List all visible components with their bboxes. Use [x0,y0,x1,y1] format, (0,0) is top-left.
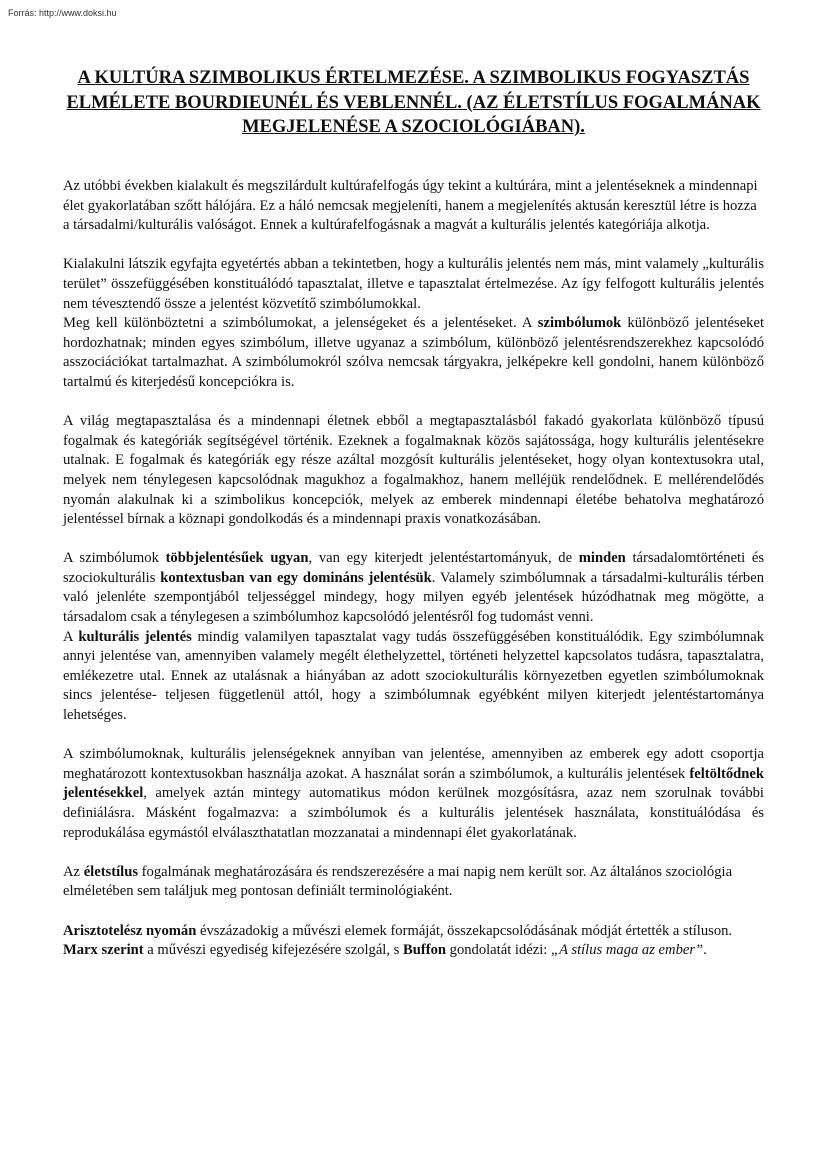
paragraph-4-bold-1: többjelentésűek ugyan [165,550,309,567]
paragraph-2-text-a: Kialakulni látszik egyfajta egyetértés abban a tekintetben, hogy a kulturális jelentés nem más, mint valamely „kulturális terület” összefüggésében konstituálódó tapasztalat, illetve e tapasztalat értelmezése. Az így felfogott kulturális jelentés nem tévesztendő össze a jelentést közvetítő szimbólumokkal. [63,256,764,312]
paragraph-7 [63,922,764,961]
paragraph-7-bold-1: Arisztotelész nyomán [63,922,197,939]
paragraph-4-text-4: . Valamely szimbólumnak a társadalmi-kulturális térben való jelenléte szempontjából teljességgel mindegy, hogy milyen egyéb jelentések húzódhatnak meg mögötte, a társadalom csak a ténylegesen a szimbólumhoz kapcsolódó jelentésről fog tudomást venni. [63,569,764,626]
paragraph-5-bold-1: feltöltődnek jelentésekkel [63,765,764,802]
paragraph-2-text-b2: különböző jelentéseket hordozhatnak; minden egyes szimbólum, illetve ugyanaz a szimbólum, különböző jelentésrendszerekhez kapcsolódó asszociációkat tartalmazhat. A szimbólumokról szólva nemcsak tárgyakra, jelképekre kell gondolni, hanem különböző tartalmú és kiterjedésű koncepciókra is. [63,315,765,390]
paragraph-5-text-1: A szimbólumoknak, kulturális jelenségeknek annyiban van jelentése, amennyiben az emberek egy adott csoportja meghatározott kontextusokban használja azokat. A használat során a szimbólumok, a kulturális jelentések [63,746,764,782]
paragraph-6-text-1: Az [63,863,81,880]
paragraph-4-bold-3: kontextusban van egy domináns jelentésük [160,569,432,586]
title-line-1: A KULTÚRA SZIMBOLIKUS ÉRTELMEZÉSE. A SZIMBOLIKUS FOGYASZTÁS [77,68,750,88]
paragraph-4-text-3: társadalomtörténeti és szociokulturális [63,550,764,586]
paragraph-7-bold-2: Marx szerint [63,942,144,959]
paragraph-6 [63,863,764,902]
paragraph-2-bold-szimbolumok: szimbólumok [537,315,622,332]
paragraph-2 [63,255,764,392]
paragraph-7-quote: „A stílus maga az ember” [550,942,704,959]
paragraph-5-text-2: , amelyek aztán mintegy automatikus módon kerülnek mozgósításra, azaz nem szorulnak további definiálásra. Másként fogalmazva: a szimbólumok és a kulturális jelentések használata, konstituálódása és reprodukálása egymástól elválaszthatatlan mozzanatai a mindennapi élet gyakorlatának. [63,785,764,841]
paragraph-7-text-2: a művészi egyediség kifejezésére szolgál, s [147,942,400,959]
document-title [62,66,765,140]
paragraph-4-text-5: A [63,628,73,645]
paragraph-5 [63,745,764,843]
paragraph-4-bold-2: minden [578,550,626,567]
paragraph-1: Az utóbbi években kialakult és megszilárdult kultúrafelfogás úgy tekint a kultúrára, mint a jelentéseknek a mindennapi élet gyakorlatában szőtt hálójára. Ez a háló nemcsak megjeleníti, hanem a megjelenítés aktusán keresztül létre is hozza a társadalmi/kulturális valóságot. Ennek a kultúrafelfogásnak a magvát a kulturális jelentés kategóriája alkotja. [63,178,758,234]
paragraph-6-text-2: fogalmának meghatározására és rendszerezésére a mai napig nem került sor. Az általános szociológia elméletében sem találjuk meg pontosan definiált terminológiaként. [63,863,733,900]
paragraph-4-text-6: mindig valamilyen tapasztalat vagy tudás összefüggésében konstituálódik. Egy szimbólumnak annyi jelentése van, amennyiben valamely megélt élethelyzettel, történeti helyzettel kapcsolatos tudásra, tapasztalatra, emlékezetre utal. Ennek az utalásnak a hiányában az adott szociokulturális környezetben egyetlen szimbólumoknak sincs jelentése- teljesen függetlenül attól, hogy a szimbólumnak egyébként milyen kiterjedt jelentéstartománya lehetséges. [63,628,764,724]
paragraph-2-text-b1: Meg kell különböztetni a szimbólumokat, a jelenségeket és a jelentéseket. A [63,315,532,332]
paragraph-7-text-1: évszázadokig a művészi elemek formáját, összekapcsolódásának módját értették a stíluson. [200,922,733,939]
paragraph-7-text-3: gondolatát idézi: [449,942,548,959]
source-label: Forrás: http://www.doksi.hu [8,8,117,18]
title-line-3: MEGJELENÉSE A SZOCIOLÓGIÁBAN). [242,117,585,137]
paragraph-4 [63,549,764,725]
paragraph-4-text-2: , van egy kiterjedt jelentéstartományuk, de [308,550,573,567]
paragraph-4-text-1: A szimbólumok [63,550,159,567]
paragraph-7-text-4: . [703,942,707,959]
document-body [63,177,764,980]
paragraph-4-bold-4: kulturális jelentés [78,628,192,645]
title-line-2: ELMÉLETE BOURDIEUNÉL ÉS VEBLENNÉL. (AZ ÉLETSTÍLUS FOGALMÁNAK [66,92,761,113]
paragraph-6-bold-1: életstílus [83,863,139,880]
paragraph-3: A világ megtapasztalása és a mindennapi életnek ebből a megtapasztalásból fakadó gyakorlata különböző típusú fogalmak és kategóriák segítségével történik. Ezeknek a fogalmaknak közös sajátossága, hogy kulturális jelentésekre utalnak. E fogalmak és kategóriák egy része azáltal mozgósít kulturális jelentéseket, hogy olyan kontextusokra utal, melyek nem ténylegesen kapcsolódnak magukhoz a fogalmakhoz, hanem melléjük rendelődnek. E mellérendelődés nyomán alakulnak ki a szimbolikus koncepciók, melyek az emberek mindennapi életébe behatolva meghatározó jelentéssel bírnak a köznapi gondolkodás és a mindennapi praxis vonatkozásában. [63,413,764,528]
paragraph-7-bold-3: Buffon [403,942,446,959]
